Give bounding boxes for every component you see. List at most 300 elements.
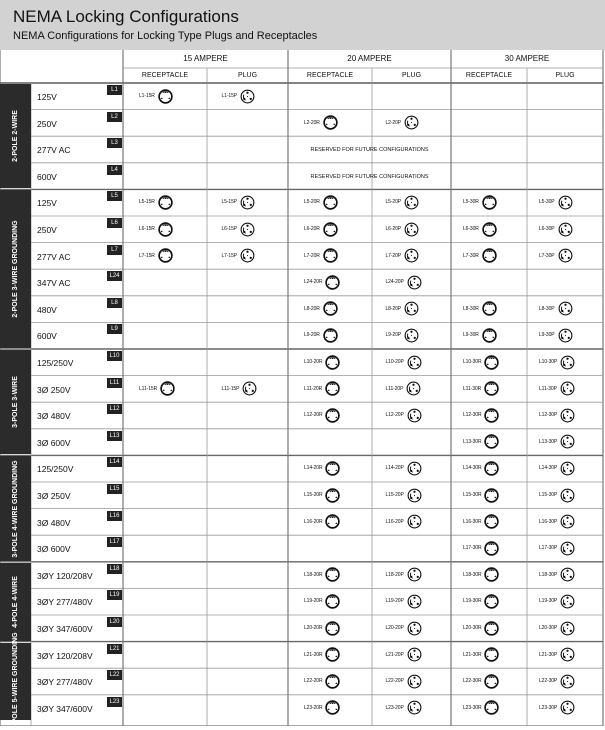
configuration-cell: [539, 593, 575, 609]
configuration-code: L21-20R: [304, 651, 323, 658]
locking-connector-face-icon: [325, 514, 340, 529]
configuration-cell: [463, 460, 499, 476]
group-label-text: 3-POLE 4-WIRE GROUNDING: [11, 459, 19, 558]
configuration-cell: [222, 381, 258, 397]
voltage-label: 3ØY 120/208V: [37, 650, 93, 661]
configuration-code: L18-30P: [539, 571, 558, 578]
page-subtitle: NEMA Configurations for Locking Type Plugs and Receptacles: [13, 30, 318, 42]
locking-connector-face-icon: [484, 567, 499, 582]
nema-code: L11: [107, 378, 122, 388]
voltage-label: 347V AC: [37, 278, 71, 289]
locking-connector-face-icon: [325, 647, 340, 662]
configuration-cell: [463, 194, 497, 210]
column-subheader: PLUG: [401, 72, 422, 79]
configuration-code: L11-30P: [539, 385, 557, 392]
group-label: [0, 632, 31, 730]
configuration-cell: [463, 647, 499, 663]
nema-code: L22: [107, 670, 122, 680]
column-subheader: PLUG: [237, 72, 258, 79]
configuration-code: L12-30P: [539, 412, 558, 419]
locking-connector-face-icon: [558, 301, 573, 316]
configuration-cell: [304, 354, 340, 370]
nema-code: L23: [107, 697, 122, 707]
configuration-cell: [222, 221, 256, 237]
configuration-code: L5-20R: [304, 199, 320, 206]
voltage-label: 3Ø 600V: [37, 544, 71, 555]
configuration-code: L7-20P: [385, 252, 402, 259]
configuration-code: L14-20P: [385, 465, 404, 472]
locking-connector-face-icon: [240, 248, 255, 263]
locking-connector-face-icon: [323, 328, 338, 343]
configuration-cell: [539, 700, 575, 716]
configuration-cell: [463, 620, 499, 636]
nema-code: L7: [107, 245, 122, 255]
configuration-cell: [304, 194, 338, 210]
configuration-code: L24-20R: [304, 279, 323, 286]
configuration-cell: [386, 327, 420, 343]
locking-connector-face-icon: [323, 301, 338, 316]
nema-code: L8: [107, 298, 122, 308]
configuration-cell: [386, 620, 422, 636]
configuration-cell: [304, 620, 340, 636]
configuration-code: L7-30R: [463, 252, 479, 259]
configuration-code: L14-20R: [304, 465, 323, 472]
locking-connector-face-icon: [407, 700, 422, 715]
locking-connector-face-icon: [325, 381, 340, 396]
configuration-cell: [539, 620, 575, 636]
configuration-cell: [386, 248, 420, 264]
nema-code: L12: [107, 404, 122, 414]
configuration-cell: [463, 327, 497, 343]
configuration-code: L21-30R: [463, 651, 482, 658]
configuration-cell: [463, 248, 497, 264]
configuration-cell: [539, 647, 575, 663]
locking-connector-face-icon: [482, 222, 497, 237]
configuration-code: L13-30R: [463, 438, 482, 445]
configuration-code: L21-20P: [385, 651, 404, 658]
configuration-code: L5-15R: [139, 199, 155, 206]
configuration-code: L5-30R: [463, 199, 479, 206]
configuration-cell: [304, 115, 338, 131]
locking-connector-face-icon: [240, 89, 255, 104]
configuration-code: L24-20P: [385, 279, 404, 286]
nema-code: L17: [107, 537, 122, 547]
locking-connector-face-icon: [482, 248, 497, 263]
configuration-cell: [386, 593, 422, 609]
configuration-cell: [463, 540, 499, 556]
configuration-code: L20-30P: [539, 625, 558, 631]
voltage-label: 250V: [37, 118, 57, 129]
locking-connector-face-icon: [325, 461, 340, 476]
locking-connector-face-icon: [560, 700, 575, 715]
configuration-code: L2-20P: [385, 119, 402, 126]
configuration-cell: [304, 381, 340, 397]
locking-connector-face-icon: [404, 222, 419, 237]
configuration-cell: [304, 407, 340, 423]
configuration-cell: [539, 327, 573, 343]
configuration-cell: [304, 647, 340, 663]
locking-connector-face-icon: [484, 408, 499, 423]
voltage-label: 3Ø 600V: [37, 437, 71, 448]
voltage-label: 277V AC: [37, 251, 71, 262]
reserved-note: RESERVED FOR FUTURE CONFIGURATIONS: [310, 147, 429, 154]
locking-connector-face-icon: [484, 647, 499, 662]
configuration-cell: [304, 221, 338, 237]
voltage-label: 125V: [37, 198, 57, 209]
locking-connector-face-icon: [407, 594, 422, 609]
configuration-cell: [539, 540, 575, 556]
configuration-cell: [304, 274, 340, 290]
voltage-label: 600V: [37, 331, 57, 342]
configuration-code: L20-20P: [385, 625, 404, 631]
configuration-code: L19-30P: [539, 598, 558, 605]
voltage-label: 3ØY 347/600V: [37, 624, 93, 634]
configuration-code: L16-20P: [385, 518, 404, 525]
voltage-label: 3Ø 480V: [37, 517, 71, 528]
voltage-label: 250V: [37, 225, 57, 235]
configuration-cell: [386, 194, 420, 210]
locking-connector-face-icon: [325, 700, 340, 715]
locking-connector-face-icon: [158, 222, 173, 237]
configuration-cell: [139, 221, 173, 237]
configuration-cell: [386, 700, 422, 716]
configuration-cell: [539, 407, 575, 423]
configuration-code: L11-15P: [221, 385, 240, 392]
configuration-cell: [304, 460, 340, 476]
locking-connector-face-icon: [325, 594, 340, 609]
configuration-code: L23-20R: [304, 704, 323, 711]
configuration-code: L10-20P: [385, 359, 404, 365]
locking-connector-face-icon: [560, 621, 575, 636]
voltage-label: 125/250V: [37, 464, 74, 475]
configuration-code: L7-15P: [221, 252, 238, 259]
locking-connector-face-icon: [558, 195, 573, 210]
locking-connector-face-icon: [325, 674, 340, 689]
configuration-code: L15-20P: [385, 492, 404, 498]
nema-code: L2: [107, 112, 122, 122]
configuration-cell: [463, 700, 499, 716]
configuration-cell: [386, 567, 422, 583]
locking-connector-face-icon: [323, 115, 338, 130]
locking-connector-face-icon: [558, 222, 573, 237]
configuration-cell: [386, 514, 422, 530]
voltage-label: 3ØY 347/600V: [37, 703, 93, 714]
configuration-cell: [463, 514, 499, 530]
locking-connector-face-icon: [404, 248, 419, 263]
nema-code: L1: [107, 85, 122, 95]
configuration-cell: [139, 248, 173, 264]
configuration-code: L8-30P: [539, 305, 555, 312]
locking-connector-face-icon: [484, 381, 499, 396]
locking-connector-face-icon: [560, 541, 575, 556]
configuration-code: L9-20P: [385, 332, 402, 339]
configuration-code: L20-30R: [463, 625, 482, 631]
locking-connector-face-icon: [484, 541, 499, 556]
nema-code: L9: [107, 324, 122, 334]
voltage-label: 277V AC: [37, 145, 71, 156]
voltage-label: 125/250V: [37, 358, 74, 368]
configuration-cell: [222, 248, 256, 264]
group-label: [0, 350, 31, 454]
configuration-cell: [304, 593, 340, 609]
nema-code: L21: [107, 644, 122, 654]
column-subheader: PLUG: [555, 72, 575, 79]
locking-connector-face-icon: [560, 567, 575, 582]
configuration-code: L12-20R: [304, 412, 323, 419]
locking-connector-face-icon: [558, 248, 573, 263]
nema-code: L19: [107, 590, 122, 600]
configuration-code: L16-20R: [304, 518, 323, 525]
locking-connector-face-icon: [158, 89, 173, 104]
group-label: [0, 84, 31, 188]
configuration-cell: [139, 194, 173, 210]
configuration-cell: [304, 514, 340, 530]
locking-connector-face-icon: [240, 222, 255, 237]
configuration-code: L22-20P: [385, 678, 404, 685]
configuration-code: L12-30R: [463, 412, 482, 419]
configuration-cell: [463, 354, 499, 370]
configuration-code: L23-30P: [539, 704, 558, 711]
configuration-cell: [386, 460, 422, 476]
configuration-code: L6-30P: [539, 226, 555, 232]
configuration-code: L8-20R: [304, 305, 320, 312]
configuration-code: L8-30R: [463, 305, 479, 312]
configuration-code: L23-30R: [463, 704, 482, 711]
locking-connector-face-icon: [484, 434, 499, 449]
configuration-cell: [304, 327, 338, 343]
configuration-code: L1-15R: [139, 93, 155, 99]
configuration-cell: [304, 301, 338, 317]
locking-connector-face-icon: [560, 647, 575, 662]
nema-code: L5: [107, 191, 122, 201]
configuration-cell: [386, 673, 422, 689]
locking-connector-face-icon: [404, 328, 419, 343]
nema-code: L16: [107, 511, 122, 521]
locking-connector-face-icon: [323, 248, 338, 263]
configuration-cell: [539, 567, 575, 583]
configuration-code: L20-20R: [304, 625, 323, 631]
column-subheader: RECEPTACLE: [141, 72, 189, 79]
configuration-code: L19-20R: [304, 598, 323, 605]
configuration-code: L14-30R: [463, 465, 482, 472]
voltage-label: 3ØY 120/208V: [37, 570, 93, 581]
configuration-code: L23-20P: [385, 704, 404, 711]
locking-connector-face-icon: [407, 461, 422, 476]
locking-connector-face-icon: [482, 195, 497, 210]
configuration-cell: [386, 407, 422, 423]
configuration-cell: [539, 487, 575, 503]
group-label: [0, 190, 31, 348]
voltage-label: 480V: [37, 304, 57, 315]
configuration-cell: [304, 567, 340, 583]
locking-connector-face-icon: [325, 355, 340, 370]
configuration-code: L6-30R: [463, 226, 479, 232]
locking-connector-face-icon: [484, 674, 499, 689]
configuration-code: L5-20P: [385, 199, 402, 206]
locking-connector-face-icon: [407, 647, 422, 662]
configuration-code: L18-30R: [463, 571, 482, 578]
configuration-cell: [386, 274, 422, 290]
locking-connector-face-icon: [560, 594, 575, 609]
nema-code: L13: [107, 431, 122, 441]
configuration-code: L18-20P: [385, 571, 404, 578]
configuration-cell: [463, 593, 499, 609]
group-label-text: 2-POLE 2-WIRE: [11, 110, 19, 163]
configuration-code: L11-20P: [385, 385, 404, 392]
locking-connector-face-icon: [560, 674, 575, 689]
configuration-code: L18-20R: [304, 571, 323, 578]
locking-connector-face-icon: [325, 567, 340, 582]
configuration-cell: [222, 194, 256, 210]
configuration-cell: [222, 88, 256, 104]
configuration-code: L22-30R: [463, 678, 482, 685]
configuration-cell: [463, 487, 499, 503]
locking-connector-face-icon: [404, 115, 419, 130]
locking-connector-face-icon: [560, 434, 575, 449]
ampere-header: 15 AMPERE: [183, 54, 228, 63]
ampere-header: 20 AMPERE: [347, 54, 392, 63]
locking-connector-face-icon: [560, 355, 575, 370]
locking-connector-face-icon: [484, 514, 499, 529]
column-subheader: RECEPTACLE: [306, 72, 354, 79]
locking-connector-face-icon: [560, 408, 575, 423]
configuration-code: L10-30R: [463, 359, 482, 365]
configuration-code: L22-20R: [304, 678, 323, 685]
locking-connector-face-icon: [558, 328, 573, 343]
configuration-code: L10-30P: [539, 359, 558, 365]
locking-connector-face-icon: [407, 488, 422, 503]
locking-connector-face-icon: [560, 514, 575, 529]
locking-connector-face-icon: [160, 381, 175, 396]
locking-connector-face-icon: [407, 355, 422, 370]
voltage-label: 3ØY 277/480V: [37, 597, 93, 608]
nema-code: L4: [107, 165, 122, 175]
configuration-cell: [539, 354, 575, 370]
configuration-cell: [304, 248, 338, 264]
configuration-cell: [539, 673, 575, 689]
configuration-cell: [386, 221, 420, 237]
locking-connector-face-icon: [407, 408, 422, 423]
configuration-cell: [539, 381, 575, 397]
configuration-cell: [539, 221, 573, 237]
configuration-code: L6-20P: [385, 226, 402, 232]
configuration-code: L11-30R: [463, 385, 482, 392]
configuration-cell: [386, 381, 422, 397]
nema-code: L6: [107, 218, 122, 228]
configuration-code: L5-15P: [221, 199, 238, 206]
configuration-code: L1-15P: [221, 93, 238, 99]
column-subheader: RECEPTACLE: [465, 72, 513, 79]
locking-connector-face-icon: [484, 461, 499, 476]
voltage-label: 3Ø 480V: [37, 411, 71, 422]
configuration-code: L6-15R: [139, 226, 155, 232]
configuration-code: L16-30P: [539, 518, 558, 525]
group-label-text: 2-POLE 3-WIRE GROUNDING: [11, 220, 19, 318]
configuration-code: L6-20R: [304, 226, 320, 232]
nema-code: L24: [107, 271, 122, 281]
voltage-label: 3ØY 277/480V: [37, 677, 93, 688]
configuration-cell: [463, 301, 497, 317]
page-title: NEMA Locking Configurations: [13, 7, 239, 26]
locking-connector-face-icon: [404, 195, 419, 210]
configuration-cell: [304, 487, 340, 503]
configuration-code: L16-30R: [463, 518, 482, 525]
configuration-code: L9-30P: [539, 332, 555, 339]
configuration-code: L10-20R: [304, 359, 323, 365]
locking-connector-face-icon: [407, 514, 422, 529]
configuration-cell: [539, 248, 573, 264]
configuration-cell: [463, 407, 499, 423]
configuration-code: L14-30P: [539, 465, 558, 472]
locking-connector-face-icon: [158, 195, 173, 210]
locking-connector-face-icon: [325, 275, 340, 290]
locking-connector-face-icon: [323, 222, 338, 237]
configuration-cell: [304, 673, 340, 689]
configuration-code: L15-20R: [304, 492, 323, 498]
configuration-cell: [463, 434, 499, 450]
voltage-label: 3Ø 250V: [37, 384, 71, 395]
configuration-code: L15-30R: [463, 492, 482, 498]
nema-code: L15: [107, 484, 122, 494]
configuration-cell: [539, 460, 575, 476]
locking-connector-face-icon: [407, 567, 422, 582]
locking-connector-face-icon: [325, 408, 340, 423]
configuration-cell: [463, 567, 499, 583]
ampere-header: 30 AMPERE: [504, 54, 550, 63]
nema-code: L14: [107, 457, 122, 467]
locking-connector-face-icon: [407, 275, 422, 290]
configuration-cell: [463, 221, 497, 237]
locking-connector-face-icon: [482, 328, 497, 343]
configuration-code: L19-20P: [385, 598, 404, 605]
configuration-cell: [539, 301, 573, 317]
locking-connector-face-icon: [484, 700, 499, 715]
configuration-cell: [139, 381, 175, 397]
configuration-cell: [304, 700, 340, 716]
locking-connector-face-icon: [323, 195, 338, 210]
configuration-code: L17-30R: [463, 545, 482, 552]
configuration-code: L13-30P: [539, 438, 558, 445]
configuration-cell: [463, 673, 499, 689]
group-label-text: 4-POLE 4-WIRE: [11, 575, 19, 628]
locking-connector-face-icon: [407, 621, 422, 636]
configuration-code: L9-30R: [463, 332, 479, 339]
configuration-code: L7-30P: [539, 252, 555, 259]
configuration-cell: [386, 354, 422, 370]
locking-connector-face-icon: [482, 301, 497, 316]
configuration-code: L11-15R: [139, 385, 158, 392]
configuration-code: L17-30P: [539, 545, 558, 552]
configuration-cell: [386, 647, 422, 663]
configuration-cell: [539, 434, 575, 450]
configuration-code: L11-20R: [304, 385, 323, 392]
group-label: [0, 456, 31, 560]
configuration-code: L2-20R: [304, 119, 320, 126]
reserved-note: RESERVED FOR FUTURE CONFIGURATIONS: [310, 173, 429, 180]
nema-code: L18: [107, 564, 122, 574]
configuration-code: L7-15R: [139, 252, 155, 259]
locking-connector-face-icon: [484, 488, 499, 503]
configuration-cell: [139, 88, 173, 104]
configuration-code: L9-20R: [304, 332, 320, 339]
configuration-cell: [386, 487, 422, 503]
configuration-cell: [539, 514, 575, 530]
locking-connector-face-icon: [560, 488, 575, 503]
configuration-cell: [463, 381, 499, 397]
locking-connector-face-icon: [404, 301, 419, 316]
locking-connector-face-icon: [158, 248, 173, 263]
configuration-code: L6-15P: [221, 226, 238, 232]
